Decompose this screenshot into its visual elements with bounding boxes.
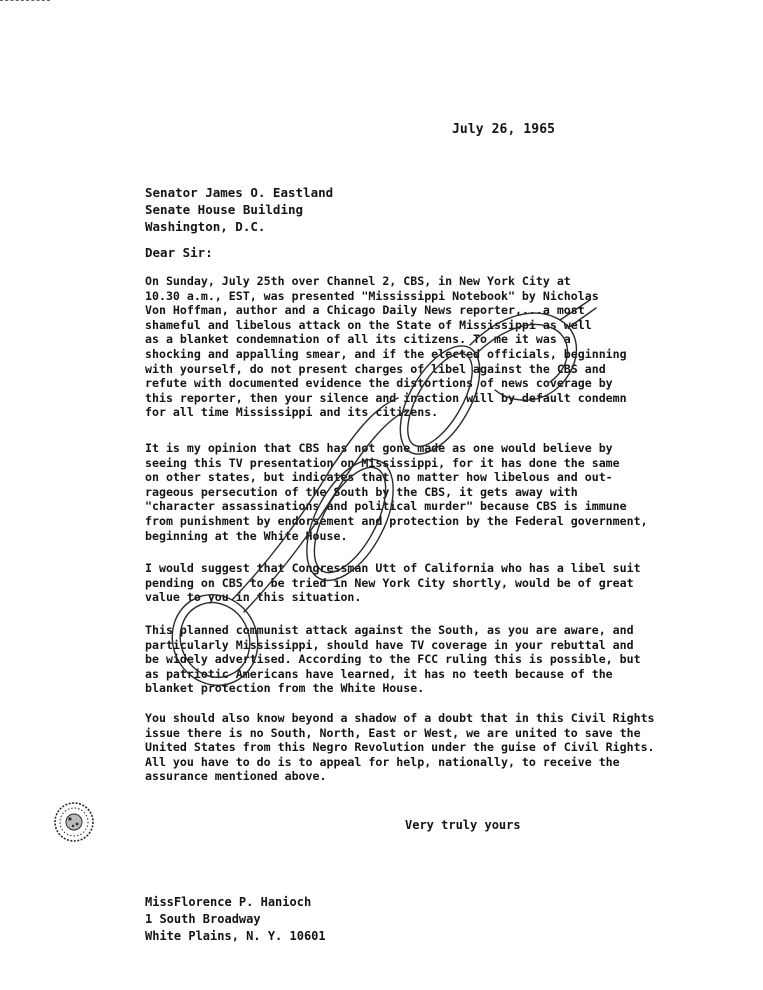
paragraph-line: shameful and libelous attack on the State of Mississippi as well — [145, 317, 592, 332]
paragraph-line: I would suggest that Congressman Utt of California who has a libel suit — [145, 561, 641, 575]
paragraph-line: 10.30 a.m., EST, was presented "Mississippi Notebook" by Nicholas — [145, 288, 599, 303]
paragraph-line: Von Hoffman, author and a Chicago Daily News reporter,...a most — [145, 303, 585, 318]
paragraph-line: You should also know beyond a shadow of a doubt that in this Civil Rights — [145, 711, 655, 725]
paragraph-line: This planned communist attack against the South, as you are aware, and — [145, 623, 634, 637]
paragraph-line: from punishment by endorsement and protection by the Federal government, — [145, 513, 648, 528]
paragraph-line: for all time Mississippi and its citizens. — [145, 405, 439, 420]
paragraph-line: assurance mentioned above. — [145, 769, 327, 784]
paragraph-line: on other states, but indicates that no matter how libelous and out- — [145, 470, 613, 485]
paragraph-line: particularly Mississippi, should have TV coverage in your rebuttal and — [145, 637, 634, 652]
top-rule-divider — [0, 0, 50, 1]
sender-address — [145, 894, 326, 945]
paragraph-line: "character assassinations and political murder" because CBS is immune — [145, 499, 627, 514]
paragraph-line: beginning at the White House. — [145, 528, 348, 543]
letter-date: July 26, 1965 — [452, 122, 556, 137]
body-paragraph — [145, 711, 690, 784]
salutation: Dear Sir: — [145, 245, 213, 260]
recipient-line: Senate House Building — [145, 202, 304, 217]
seal-icon — [52, 800, 96, 844]
paragraph-line: be widely advertised. According to the FCC ruling this is possible, but — [145, 652, 641, 667]
paragraph-line: It is my opinion that CBS has not gone made as one would believe by — [145, 441, 613, 455]
paragraph-line: refute with documented evidence the distortions of news coverage by — [145, 376, 613, 391]
paragraph-line: pending on CBS to be tried in New York City shortly, would be of great — [145, 575, 634, 590]
paragraph-line: as patriotic Americans have learned, it has no teeth because of the — [145, 666, 613, 681]
recipient-address — [145, 184, 333, 235]
paragraph-line: seeing this TV presentation on Mississippi, for it has done the same — [145, 455, 620, 470]
body-paragraph — [145, 623, 690, 696]
paragraph-line: this reporter, then your silence and inaction will by default condemn — [145, 390, 627, 405]
sender-line: White Plains, N. Y. 10601 — [145, 929, 326, 943]
paragraph-line: shocking and appalling smear, and if the elected officials, beginning — [145, 346, 627, 361]
paragraph-line: On Sunday, July 25th over Channel 2, CBS, in New York City at — [145, 274, 571, 288]
paragraph-line: blanket protection from the White House. — [145, 681, 425, 696]
sender-line: MissFlorence P. Hanioch — [145, 895, 312, 909]
recipient-line: Washington, D.C. — [145, 219, 266, 234]
paragraph-line: United States from this Negro Revolution under the guise of Civil Rights. — [145, 740, 655, 755]
paragraph-line: All you have to do is to appeal for help, nationally, to receive the — [145, 754, 620, 769]
sender-line: 1 South Broadway — [145, 912, 261, 926]
body-paragraph — [145, 441, 690, 543]
paragraph-line: issue there is no South, North, East or West, we are united to save the — [145, 725, 641, 740]
recipient-line: Senator James O. Eastland — [145, 185, 334, 200]
paragraph-line: as a blanket condemnation of all its citizens. To me it was a — [145, 332, 571, 347]
paragraph-line: rageous persecution of the South by the CBS, it gets away with — [145, 484, 578, 499]
closing: Very truly yours — [405, 818, 521, 832]
paragraph-line: value to you in this situation. — [145, 590, 362, 605]
paragraph-line: with yourself, do not present charges of libel against the CBS and — [145, 361, 606, 376]
body-paragraph — [145, 274, 690, 420]
body-paragraph — [145, 561, 690, 605]
